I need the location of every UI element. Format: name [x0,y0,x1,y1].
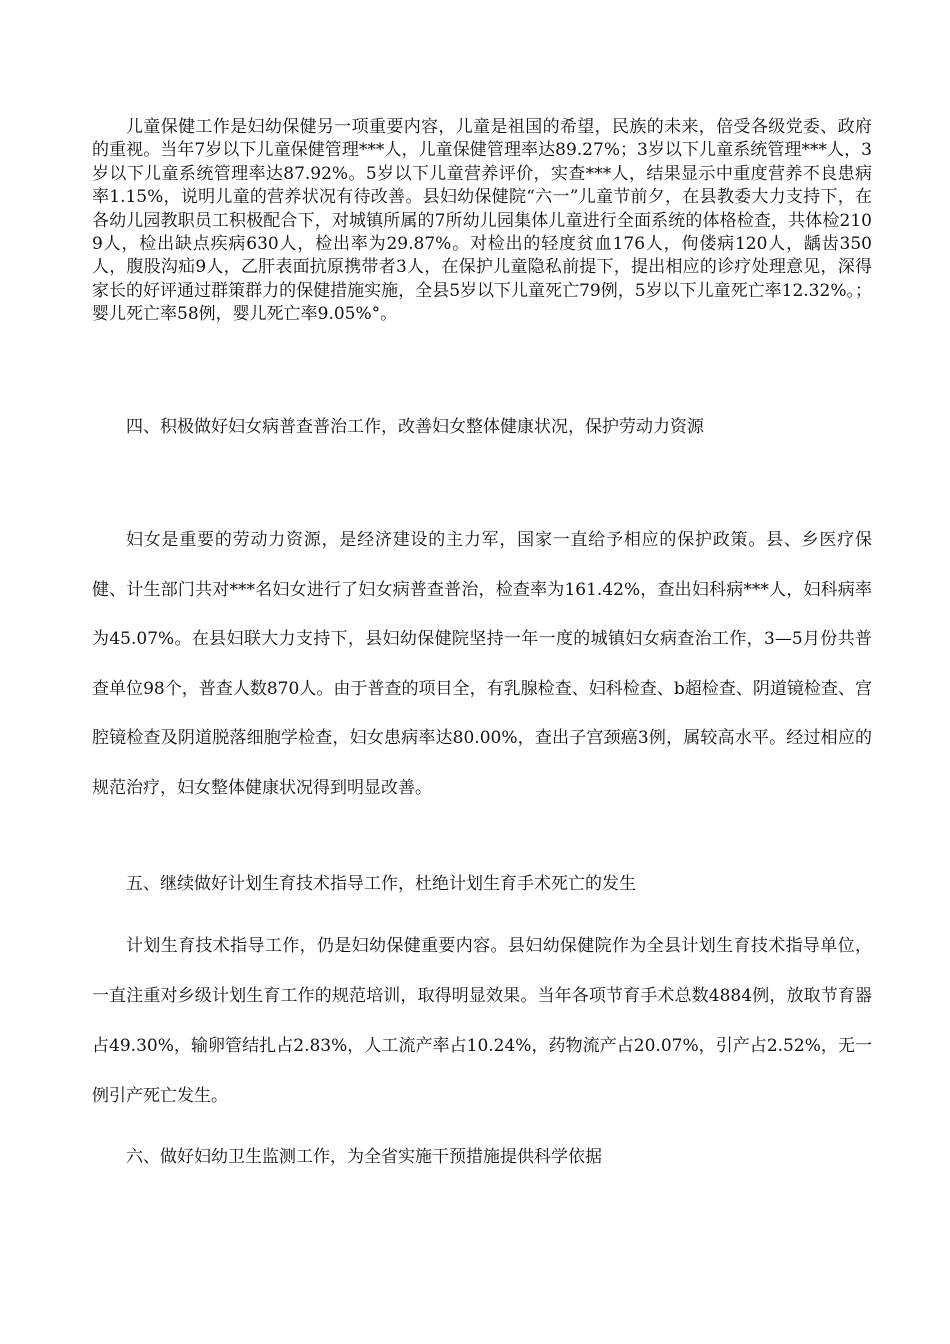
family-planning-paragraph: 计划生育技术指导工作，仍是妇幼保健重要内容。县妇幼保健院作为全县计划生育技术指导单位，一直注重对乡级计划生育工作的规范培训，取得明显效果。当年各项节育手术总数4884例，放取节育器占49.30%，输卵管结扎占2.83%，人工流产率占10.24%，药物流产占20.07%，引产占2.52%，无一例引产死亡发生。 [92,936,872,1106]
women-health-paragraph: 妇女是重要的劳动力资源，是经济建设的主力军，国家一直给予相应的保护政策。县、乡医疗保健、计生部门共对***名妇女进行了妇女病普查普治，检查率为161.42%，查出妇科病***人，妇科病率为45.07%。在县妇联大力支持下，县妇幼保健院坚持一年一度的城镇妇女病查治工作，3—5月份共普查单位98个，普查人数870人。由于普查的项目全，有乳腺检查、妇科检查、b超检查、阴道镜检查、宫腔镜检查及阴道脱落细胞学检查，妇女患病率达80.00%，查出子宫颈癌3例，属较高水平。经过相应的规范治疗，妇女整体健康状况得到明显改善。 [92,530,872,798]
child-health-paragraph: 儿童保健工作是妇幼保健另一项重要内容，儿童是祖国的希望，民族的未来，倍受各级党委、政府的重视。当年7岁以下儿童保健管理***人，儿童保健管理率达89.27%；3岁以下儿童系统管理***人，3岁以下儿童系统管理率达87.92%。5岁以下儿童营养评价，实查***人，结果显示中重度营养不良患病率1.15%，说明儿童的营养状况有待改善。县妇幼保健院“六一”儿童节前夕，在县教委大力支持下，在各幼儿园教职员工积极配合下，对城镇所属的7所幼儿园集体儿童进行全面系统的体格检查，共体检2109人，检出缺点疾病630人，检出率为29.87%。对检出的轻度贫血176人，佝偻病120人，龋齿350人，腹股沟疝9人，乙肝表面抗原携带者3人，在保护儿童隐私前提下，提出相应的诊疗处理意见，深得家长的好评通过群策群力的保健措施实施，全县5岁以下儿童死亡79例，5岁以下儿童死亡率12.32%。；婴儿死亡率58例，婴儿死亡率9.05%°。 [92,117,872,325]
section-heading-6: 六、做好妇幼卫生监测工作，为全省实施干预措施提供科学依据 [126,1147,602,1167]
section-heading-4: 四、积极做好妇女病普查普治工作，改善妇女整体健康状况，保护劳动力资源 [126,417,704,437]
section-heading-5: 五、继续做好计划生育技术指导工作，杜绝计划生育手术死亡的发生 [126,874,636,894]
